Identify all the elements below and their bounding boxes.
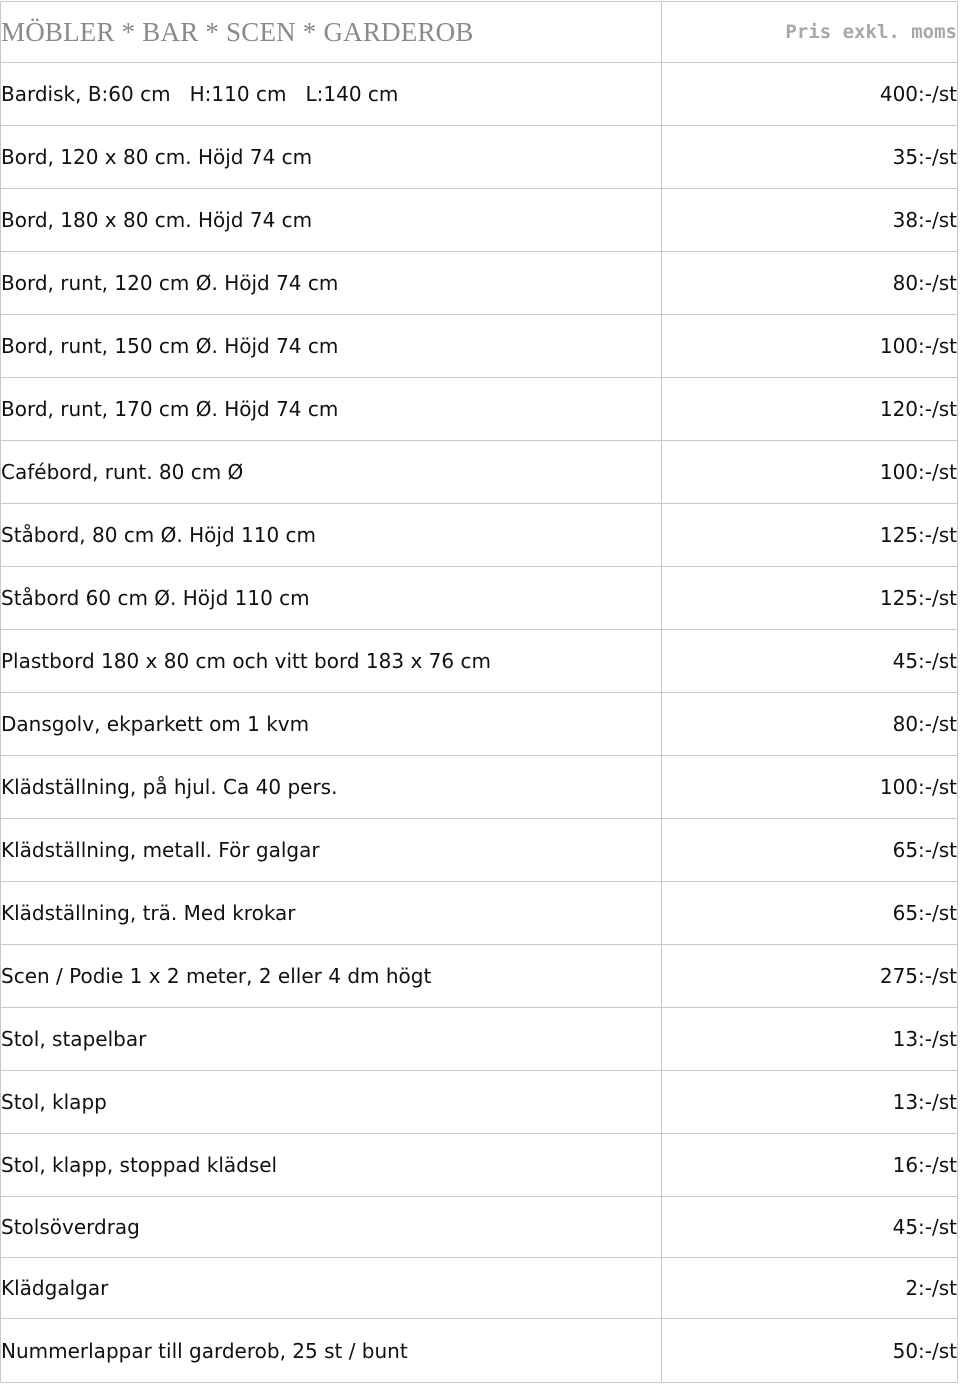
table-row [1,1319,958,1383]
table-row [1,1134,958,1197]
item-price: 400:-/st [662,63,958,126]
item-price: 35:-/st [662,126,958,189]
item-description: Bord, runt, 150 cm Ø. Höjd 74 cm [1,315,662,378]
table-row [1,252,958,315]
table-row [1,1071,958,1134]
item-description: Dansgolv, ekparkett om 1 kvm [1,693,662,756]
table-row [1,1258,958,1319]
item-price: 16:-/st [662,1134,958,1197]
item-price: 275:-/st [662,945,958,1008]
item-price: 120:-/st [662,378,958,441]
item-price: 38:-/st [662,189,958,252]
table-row [1,819,958,882]
item-price: 100:-/st [662,756,958,819]
table-row [1,63,958,126]
item-price: 125:-/st [662,567,958,630]
item-description: Nummerlappar till garderob, 25 st / bunt [1,1319,662,1383]
price-list-table [0,1,958,1383]
table-row [1,1197,958,1258]
table-row [1,945,958,1008]
item-price: 80:-/st [662,252,958,315]
item-price: 13:-/st [662,1071,958,1134]
item-description: Scen / Podie 1 x 2 meter, 2 eller 4 dm högt [1,945,662,1008]
header-row [1,2,958,63]
item-description: Stol, klapp [1,1071,662,1134]
item-price: 45:-/st [662,630,958,693]
item-price: 65:-/st [662,882,958,945]
item-description: Ståbord, 80 cm Ø. Höjd 110 cm [1,504,662,567]
item-description: Bord, 180 x 80 cm. Höjd 74 cm [1,189,662,252]
table-row [1,315,958,378]
table-row [1,756,958,819]
item-price: 2:-/st [662,1258,958,1319]
table-row [1,504,958,567]
table-row [1,630,958,693]
item-description: Klädgalgar [1,1258,662,1319]
item-description: Stol, klapp, stoppad klädsel [1,1134,662,1197]
item-price: 65:-/st [662,819,958,882]
item-description: Cafébord, runt. 80 cm Ø [1,441,662,504]
table-row [1,882,958,945]
item-price: 80:-/st [662,693,958,756]
table-row [1,567,958,630]
item-price: 100:-/st [662,441,958,504]
item-description: Bord, 120 x 80 cm. Höjd 74 cm [1,126,662,189]
table-row [1,1008,958,1071]
page-title: MÖBLER * BAR * SCEN * GARDEROB [1,2,662,63]
item-description: Klädställning, metall. För galgar [1,819,662,882]
item-description: Stol, stapelbar [1,1008,662,1071]
item-description: Bardisk, B:60 cm H:110 cm L:140 cm [1,63,662,126]
item-price: 45:-/st [662,1197,958,1258]
table-row [1,126,958,189]
item-description: Ståbord 60 cm Ø. Höjd 110 cm [1,567,662,630]
item-description: Plastbord 180 x 80 cm och vitt bord 183 x 76 cm [1,630,662,693]
price-list-body [1,2,958,1383]
table-row [1,189,958,252]
item-price: 100:-/st [662,315,958,378]
price-note: Pris exkl. moms [662,2,958,63]
table-row [1,378,958,441]
item-description: Klädställning, trä. Med krokar [1,882,662,945]
item-description: Klädställning, på hjul. Ca 40 pers. [1,756,662,819]
item-price: 13:-/st [662,1008,958,1071]
item-description: Bord, runt, 170 cm Ø. Höjd 74 cm [1,378,662,441]
table-row [1,441,958,504]
item-price: 125:-/st [662,504,958,567]
item-description: Stolsöverdrag [1,1197,662,1258]
item-description: Bord, runt, 120 cm Ø. Höjd 74 cm [1,252,662,315]
table-row [1,693,958,756]
item-price: 50:-/st [662,1319,958,1383]
